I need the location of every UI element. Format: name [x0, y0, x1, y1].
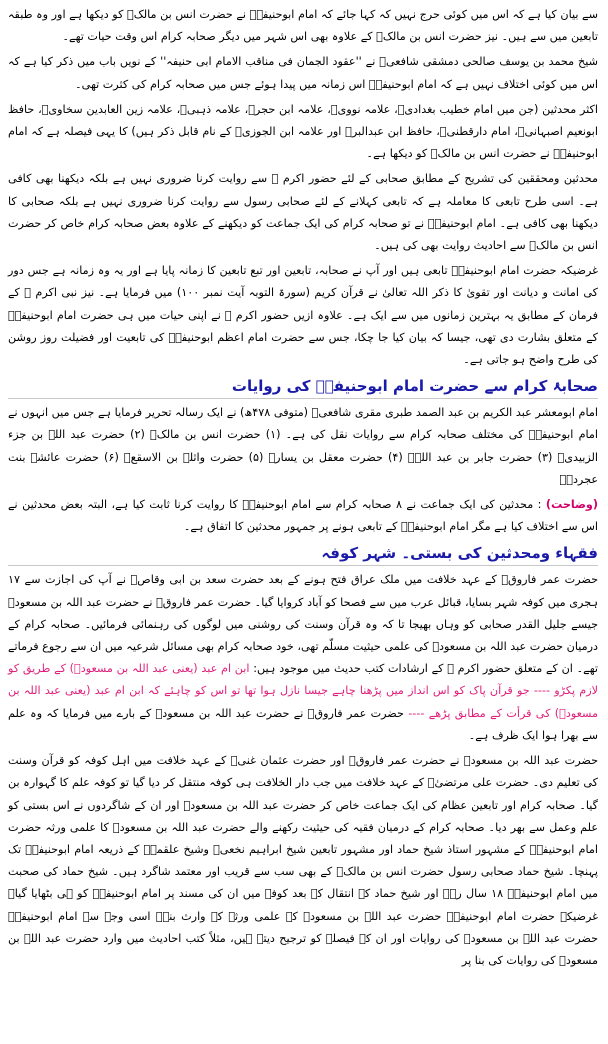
- sahaba-narrations-paragraph: امام ابومعشر عبد الکریم بن عبد الصمد طبری مقری شافعیؒ (متوفی ۴۷۸ھ) نے ایک رسالہ تحریر فرمایا ہے جس میں انہوں نے امام ابوحنیفہؒ کی مختلف صحابہ کرام سے روایات نقل کی ہے۔ (۱) حضرت انس بن مالکؓ (۲) حضرت عبد اللہ بن جزء الزبیدیؓ (۳) حضرت جابر بن عبد اللہؓ (۴) حضرت معقل بن یسارؓ (۵) حضرت واثلہ بن الاسقعؓ (۶) حضرت عائشہ بنت عجردؓ۔: [8, 406, 599, 486]
- intro-paragraph-2: شیخ محمد بن یوسف صالحی دمشقی شافعیؒ نے ''عقود الجمان فی مناقب الامام ابی حنیفہ'' کے نویں باب میں ذکر کیا ہے کہ اس میں کوئی اختلاف نہیں ہے کہ امام ابوحنیفہؒ اس زمانہ میں پیدا ہوئے جس میں صحابہ کرام کی کثرت تھی۔: [8, 55, 598, 91]
- clarification-label: (وضاحت): [545, 498, 598, 512]
- intro-paragraph-3: اکثر محدثین (جن میں امام خطیب بغدادیؒ، علامہ نوویؒ، علامہ ابن حجرؒ، علامہ ذہبیؒ، علامہ زین العابدین سخاویؒ، حافظ ابونعیم اصبہانیؒ، امام دارقطنیؒ، حافظ ابن عبدالبرؒ اور علامہ ابن الجوزیؒ کے نام قابل ذکر ہیں) کا یہی فیصلہ ہے کہ امام ابوحنیفہؒ نے حضرت انس بن مالکؓ کو دیکھا ہے۔: [8, 102, 598, 161]
- intro-paragraph-1: سے بیان کیا ہے کہ اس میں کوئی حرج نہیں کہ کہا جائے کہ امام ابوحنیفہؒ نے حضرت انس بن مالکؓ کو دیکھا ہے اور وہ طبقہ تابعین میں سے ہیں۔ نیز حضرت انس بن مالکؓ کے علاوہ بھی اس شہر میں دیگر صحابہ کرام اس وقت حیات تھے۔: [8, 8, 598, 44]
- intro-paragraph-4: محدثین ومحققین کی تشریح کے مطابق صحابی کے لئے حضور اکرم ﷺ سے روایت کرنا ضروری نہیں ہے بلکہ دیکھنا بھی کافی ہے۔ اسی طرح تابعی کا معاملہ ہے کہ تابعی کہلانے کے لئے صحابی رسول سے روایت کرنا ضروری نہیں ہے بلکہ صحابی کا دیکھنا بھی کافی ہے۔ امام ابوحنیفہؒ نے تو صحابہ کرام کی ایک جماعت کو دیکھنے کے علاوہ بعض صحابہ کرام خاص کر حضرت انس بن مالکؓ سے احادیث روایت بھی کی ہیں۔: [8, 172, 598, 253]
- hadith-quote-highlight: ابن ام عبد (یعنی عبد اللہ بن مسعودؓ) کے طریق کو لازم پکڑو ---- جو قرآن پاک کو اس انداز میں پڑھنا چاہے جیسا نازل ہوا تھا تو اس کو چاہئے کہ ابن ام عبد (یعنی عبد اللہ بن مسعودؓ) کی قرأت کے مطابق پڑھے ----: [8, 662, 598, 720]
- clarification-text: : محدثین کی ایک جماعت نے ۸ صحابہ کرام سے امام ابوحنیفہؒ کا روایت کرنا ثابت کیا ہے، البتہ بعض محدثین نے اس سے اختلاف کیا ہے مگر امام ابوحنیفہؒ کے تابعی ہونے پر جمہور محدثین کا اتفاق ہے۔: [8, 498, 598, 534]
- kufa-paragraph-1: [8, 569, 598, 747]
- section-heading-sahaba-narrations: صحابۂ کرام سے حضرت امام ابوحنیفہؒ کی روایات: [8, 374, 598, 399]
- intro-paragraph-5: غرضیکہ حضرت امام ابوحنیفہؒ تابعی ہیں اور آپ نے صحابہ، تابعین اور تبع تابعین کا زمانہ پایا ہے اور یہ وہ زمانہ ہے جس دور کی امانت و دیانت اور تقویٰ کا ذکر اللہ تعالیٰ نے قرآن کریم (سورۃ التوبہ آیت نمبر ۱۰۰) میں فرمایا ہے۔ نیز نبی اکرم ﷺ کے فرمان کے مطابق یہ بہترین زمانوں میں سے ایک ہے۔ علاوہ ازیں حضور اکرم ﷺ نے اپنی حیات میں ہی حضرت امام ابوحنیفہؒ کے متعلق بشارت دی تھی، جیسا کہ بیان کیا جا چکا، جس سے حضرت امام اعظم ابوحنیفہؒ کی تابعیت اور فضیلت روز روشن کی طرح واضح ہو جاتی ہے۔: [8, 264, 598, 367]
- clarification-note: [8, 494, 598, 538]
- kufa-paragraph-2: حضرت عبد اللہ بن مسعودؓ نے حضرت عمر فاروقؓ اور حضرت عثمان غنیؓ کے عہد خلافت میں اہل کوفہ کو قرآن وسنت کی تعلیم دی۔ حضرت علی مرتضیٰؓ کے عہد خلافت میں جب دار الخلافت ہی کوفہ منتقل کر دیا گیا تو کوفہ علم کا گہوارہ بن گیا۔ صحابہ کرام اور تابعین عظام کی ایک جماعت خاص کر حضرت عبد اللہ بن مسعودؓ اور ان کے شاگردوں نے اس بستی کو علم وعمل سے بھر دیا۔ صحابہ کرام کے درمیان فقیہ کی حیثیت رکھنے والے حضرت عبد اللہ بن مسعودؓ کا علمی ورثہ حضرت امام ابوحنیفہؒ کے مشہور استاذ شیخ حماد اور مشہور تابعین شیخ ابراہیم نخعیؒ وشیخ علقمہؒ کے ذریعہ امام ابوحنیفہؒ تک پہنچا۔ شیخ حماد صحابی رسول حضرت انس بن مالکؓ کے بھی سب سے قریب اور معتمد شاگرد ہیں۔ شیخ حماد کی صحبت میں امام ابوحنیفہؒ ۱۸ سال رہے اور شیخ حماد کے انتقال کے بعد کوفہ میں ان کی مسند پر امام ابوحنیفہؒ کو ہی بٹھایا گیا۔ غرضیکہ حضرت امام ابوحنیفہؒ حضرت عبد اللہ بن مسعودؓ کے علمی ورثہ کے وارث بنے۔ اسی وجہ سے امام ابوحنیفہؒ حضرت عبد اللہ بن مسعودؓ کی روایات اور ان کے فیصلہ کو ترجیح دیتے ہیں، مثلاً کتب احادیث میں وارد حضرت عبد اللہ بن مسعودؓ کی روایات کی بنا پر: [8, 754, 599, 967]
- section-heading-kufa: فقہاء ومحدثین کی بستی۔ شہر کوفہ: [8, 541, 598, 566]
- kufa-paragraph-1-text-b: حضرت عمر فاروقؓ نے حضرت عبد اللہ بن مسعودؓ کے بارے میں فرمایا کہ وہ علم سے بھرا ہوا ایک ظرف ہے۔: [8, 706, 598, 742]
- kufa-paragraph-1-text-a: حضرت عمر فاروقؓ کے عہد خلافت میں ملک عراق فتح ہونے کے بعد حضرت سعد بن ابی وقاصؓ نے آپ کی اجازت سے ۱۷ ہجری میں کوفہ شہر بسایا، قبائل عرب میں سے فصحا کو آباد کروایا گیا۔ حضرت عمر فاروقؓ نے حضرت عبد اللہ بن مسعودؓ جیسے جلیل القدر صحابی کو وہاں بھیجا تا کہ وہ قرآن وسنت کی روشنی میں لوگوں کی رہنمائی فرمائیں۔ صحابہ کرام کے درمیان حضرت عبد اللہ بن مسعودؓ کی علمی حیثیت مسلّم تھی، خود صحابہ کرام بھی مسائل شرعیہ میں ان سے رجوع فرماتے تھے۔ ان کے متعلق حضور اکرم ﷺ کے ارشادات کتب حدیث میں موجود ہیں:: [8, 573, 598, 676]
